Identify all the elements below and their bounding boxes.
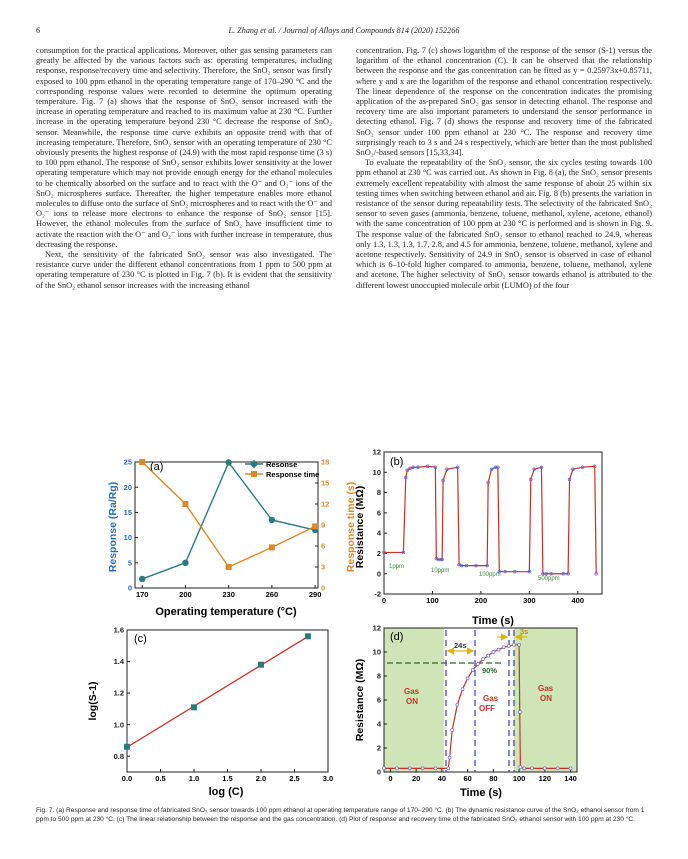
response-time-point — [312, 523, 318, 529]
resistance-point — [461, 688, 464, 691]
response-point — [269, 517, 275, 523]
panel-label: (c) — [134, 633, 147, 645]
y-tick-label: 0 — [376, 767, 381, 777]
x-tick-label: 3.0 — [322, 774, 334, 783]
resistance-point — [512, 643, 515, 646]
x-axis-label: Operating temperature (°C) — [155, 606, 297, 618]
legend-response: Resonse — [266, 460, 298, 469]
data-point — [124, 744, 130, 750]
y-tick-label: 6 — [376, 508, 381, 518]
panel-label: (a) — [150, 461, 164, 473]
y-tick-label: 1.0 — [113, 720, 124, 730]
y-tick-label: 10 — [123, 533, 132, 543]
x-axis-label: Time (s) — [460, 787, 502, 799]
x-tick-label: 400 — [571, 596, 585, 605]
x-tick-label: 200 — [179, 590, 192, 599]
y2-tick-label: 18 — [321, 457, 330, 467]
x-tick-label: 1.5 — [222, 774, 233, 783]
resistance-point — [502, 646, 505, 649]
resistance-point — [383, 767, 386, 770]
resistance-point — [395, 767, 398, 770]
y-tick-label: 6 — [376, 695, 381, 705]
y-tick-label: -2 — [374, 589, 381, 599]
resistance-point — [434, 767, 437, 770]
paragraph: consumption for the practical applications. Moreover, other gas sensing parameters can greatly be affected by the various factors such as: operating temperatures, including response, response/recovery time and selectivity. Therefore, the SnO₂ sensor was firstly exposed to 100 ppm ethanol in the operating temperature range of 170–290 °C and the corresponding response values were recorded to determine the optimum operating temperature. Fig. 7 (a) shows that the response of SnO₂ sensor increased with the increase in operating temperature and reached to its maximum value at 230 °C. Further increase in the operating temperature beyond 230 °C decrease the response of SnO₂ sensor. Meanwhile, the response time curve exhibits an opposite trend with that of increasing temperature. Therefore, SnO₂ sensor with an operating temperature of 230 °C obviously presents the highest response of (24.9) with the most rapid response time (3 s) to 100 ppm ethanol. The response of SnO₂ sensor exhibits lower sensitivity at the lower operating temperature which may not provide enough energy for the ethanol molecules to be chemically absorbed on the surface and to react with the O⁻ and O₂⁻ ions of the SnO₂ microspheres surface. Thereafter, the higher temperature enables more ethanol molecules to diffuse onto the surface of SnO₂ microspheres and to react with the O⁻ and O₂⁻ ions to release more electrons to enhance the response of SnO₂ sensor [15]. However, the ethanol molecules from the surface of SnO₂ have insufficient time to activate the reaction with the O⁻ and O₂⁻ ions with further increase in temperature, thus decreasing the response. — [36, 46, 332, 249]
figure-caption: Fig. 7. (a) Response and response time of fabricated SnO₂ sensor towards 100 ppm ethanol at operating temperature range of 170–290 °C. (b) The dynamic resistance curve of the SnO₂ ethanol sensor from 1 ppm to 500 ppm at 230 °C. (c) The linear relationship between the response and the gas concentration. (d) Plot of response and recovery time of the fabricated SnO₂ ethanol sensor with 100 ppm at 230 °C. — [36, 807, 645, 823]
annotation-500ppm: 500ppm — [538, 576, 560, 582]
x-tick-label: 0.5 — [155, 774, 166, 783]
resistance-point — [519, 766, 522, 769]
x-tick-label: 200 — [474, 596, 488, 605]
annotation-1ppm: 1ppm — [389, 564, 405, 570]
y-tick-label: 2 — [376, 743, 381, 753]
resistance-point — [471, 669, 474, 672]
y-tick-label: 5 — [127, 558, 132, 568]
response-point — [225, 459, 231, 465]
y-axis-label: log(S-1) — [87, 681, 99, 721]
resistance-point — [448, 756, 451, 759]
plot-frame — [127, 630, 328, 772]
data-point — [258, 662, 264, 668]
y-tick-label: 15 — [123, 508, 132, 517]
response-time-label: 3s — [520, 627, 529, 636]
x-tick-label: 20 — [411, 774, 421, 783]
resistance-point — [456, 703, 459, 706]
y2-tick-label: 15 — [321, 478, 330, 488]
panel-b — [354, 448, 602, 627]
y-tick-label: 2 — [376, 549, 381, 559]
resistance-point — [497, 648, 500, 651]
resistance-point — [447, 767, 450, 770]
y-tick-label: 12 — [372, 447, 381, 457]
resistance-point — [476, 663, 479, 666]
resistance-point — [518, 711, 521, 714]
resistance-point — [543, 767, 546, 770]
y-tick-label: 1.4 — [113, 657, 124, 667]
y-tick-label: 1.2 — [113, 688, 124, 698]
resistance-curve — [384, 466, 596, 574]
y-tick-label: 10 — [372, 467, 381, 477]
y2-tick-label: 3 — [321, 562, 326, 572]
response-point — [182, 560, 188, 566]
panel-label: (b) — [390, 456, 404, 468]
y2-tick-label: 12 — [321, 499, 330, 509]
x-tick-label: 140 — [564, 774, 577, 783]
x-tick-label: 0.0 — [121, 774, 133, 783]
y-tick-label: 1.6 — [113, 625, 124, 635]
annotation-10ppm: 10ppm — [431, 568, 450, 574]
response-point — [139, 576, 145, 582]
y-tick-label: 0 — [127, 583, 132, 593]
annotation-100ppm: 100ppm — [479, 572, 501, 578]
y-tick-label: 12 — [372, 623, 381, 633]
y-axis-label: Resistance (MΩ) — [354, 485, 366, 569]
fit-line — [127, 637, 308, 748]
resistance-point — [507, 645, 510, 648]
y-tick-label: 8 — [376, 671, 381, 681]
y-tick-label: 4 — [376, 719, 381, 729]
series-line-response — [142, 463, 315, 579]
resistance-point — [451, 729, 454, 732]
data-point — [191, 704, 197, 710]
x-tick-label: 100 — [512, 774, 526, 783]
paragraph: To evaluate the repeatability of the SnO₂ sensor, the six cycles testing towards 100 ppm ethanol at 230 °C was carried out. As shown in Fig. 8 (a), the SnO₂ sensor presents extremely excellent repeatability with almost the same response of about 25 within six testing times when switching between ethanol and air. Fig. 8 (b) presents the variation in resistance of the sensor during repeatability tests. The selectivity of the fabricated SnO₂ sensor to seven gases (ammonia, benzene, toluene, methanol, xylene, acetone, ethanol) with the same concentration of 100 ppm at 230 °C is performed and is shown in Fig. 9. The response value of the fabricated SnO₂ sensor to ethanol reached to 24.9, whereas only 1.3, 1.3, 1.3, 1.7, 2.8, and 4.5 for ammonia, benzene, toluene, methanol, xylene and acetone respectively. Sensitivity of 24.9 in SnO₂ sensor is observed in case of ethanol which is 6–10-fold higher compared to ammonia, benzene, toluene, methanol, xylene and acetone. The higher selectivity of SnO₂ sensor towards ethanol is attributed to the different lowest unoccupied molecule orbit (LUMO) of the four — [356, 158, 652, 290]
response-time-point — [139, 459, 145, 465]
gas-on-label-2: Gas ON — [538, 684, 554, 703]
y2-tick-label: 6 — [321, 541, 326, 551]
resistance-point — [518, 643, 521, 646]
resistance-point — [492, 651, 495, 654]
gas-off-label: Gas OFF — [479, 694, 499, 713]
resistance-point — [487, 654, 490, 657]
y2-tick-label: 9 — [321, 520, 326, 530]
y-tick-label: 10 — [372, 647, 381, 657]
y-tick-label: 4 — [376, 528, 381, 538]
data-point — [305, 633, 311, 639]
x-tick-label: 0 — [388, 774, 393, 783]
resistance-point — [569, 767, 572, 770]
x-tick-label: 1.0 — [188, 774, 200, 783]
x-axis-label: log (C) — [208, 786, 244, 798]
x-tick-label: 120 — [538, 774, 552, 783]
resistance-point — [556, 767, 559, 770]
y-tick-label: 25 — [123, 457, 132, 467]
resistance-point — [408, 767, 411, 770]
panel-a — [107, 458, 357, 618]
y-tick-label: 20 — [123, 482, 132, 492]
x-tick-label: 300 — [523, 596, 536, 605]
x-tick-label: 230 — [222, 590, 235, 599]
x-tick-label: 100 — [426, 596, 439, 605]
x-tick-label: 0 — [381, 596, 387, 605]
x-axis-label: Time (s) — [472, 615, 514, 627]
response-time-point — [226, 564, 232, 570]
y-tick-label: 0 — [376, 569, 381, 579]
response-time-point — [182, 501, 188, 507]
resistance-point — [421, 767, 424, 770]
resistance-point — [530, 767, 533, 770]
x-tick-label: 80 — [489, 774, 498, 783]
resistance-point — [523, 767, 526, 770]
x-tick-label: 2.5 — [289, 774, 300, 783]
y2-axis-label: Response time (s) — [345, 481, 357, 573]
y-tick-label: 0.8 — [113, 751, 124, 761]
y-axis-label: Resistance (MΩ) — [354, 658, 366, 742]
x-tick-label: 170 — [135, 590, 149, 599]
panel-d — [354, 624, 577, 799]
resistance-point — [466, 677, 469, 680]
y2-tick-label: 0 — [321, 583, 326, 593]
x-tick-label: 290 — [308, 590, 322, 599]
x-tick-label: 2.0 — [255, 774, 267, 783]
response-time-point — [269, 544, 275, 550]
gas-on-label-1: Gas ON — [404, 687, 420, 706]
x-tick-label: 260 — [265, 590, 279, 599]
paragraph: Next, the sensitivity of the fabricated SnO₂ sensor was also investigated. The resistance curve under the different ethanol concentrations from 1 ppm to 500 ppm at operating temperature of 230 °C is plotted in Fig. 7 (b). It is evident that the sensitivity of the SnO₂ ethanol sensor increases with the increasing ethanol — [36, 250, 332, 290]
y-axis-label: Response (Ra/Rg) — [107, 481, 119, 573]
legend-response-time: Response time — [266, 470, 320, 479]
panel-c — [87, 626, 333, 798]
panel-label: (d) — [390, 631, 404, 643]
x-tick-label: 60 — [463, 774, 472, 783]
journal-citation: L. Zhang et al. / Journal of Alloys and Compounds 814 (2020) 152266 — [228, 26, 460, 35]
percent-label: 90% — [482, 666, 498, 675]
page-number: 6 — [36, 26, 41, 35]
x-tick-label: 40 — [437, 774, 447, 783]
legend — [245, 460, 319, 479]
recovery-time-label: 24s — [454, 641, 467, 650]
paragraph: concentration. Fig. 7 (c) shows logarithm of the response of the sensor (S-1) versus the logarithm of the ethanol concentration (C). It can be observed that the relationship between the response and the gas concentration can be fitted as y = 0.25973x+0.85711, where y and x are the logarithm of the response and ethanol concentration respectively. The linear dependence of the response on the concentration indicates the promising application of the as-prepared SnO₂ gas sensor in detecting ethanol. The response and recovery time are also important parameters to understand the sensor performance in detecting ethanol. Fig. 7 (d) shows the response and recovery time of the fabricated SnO₂ sensor under 100 ppm ethanol at 230 °C. The response and recovery time surprisingly reach to 3 s and 24 s respectively, which are better than the most published SnO₂/-based sensors [15,33,34]. — [356, 46, 652, 158]
y-tick-label: 8 — [376, 488, 381, 498]
resistance-point — [482, 658, 485, 661]
